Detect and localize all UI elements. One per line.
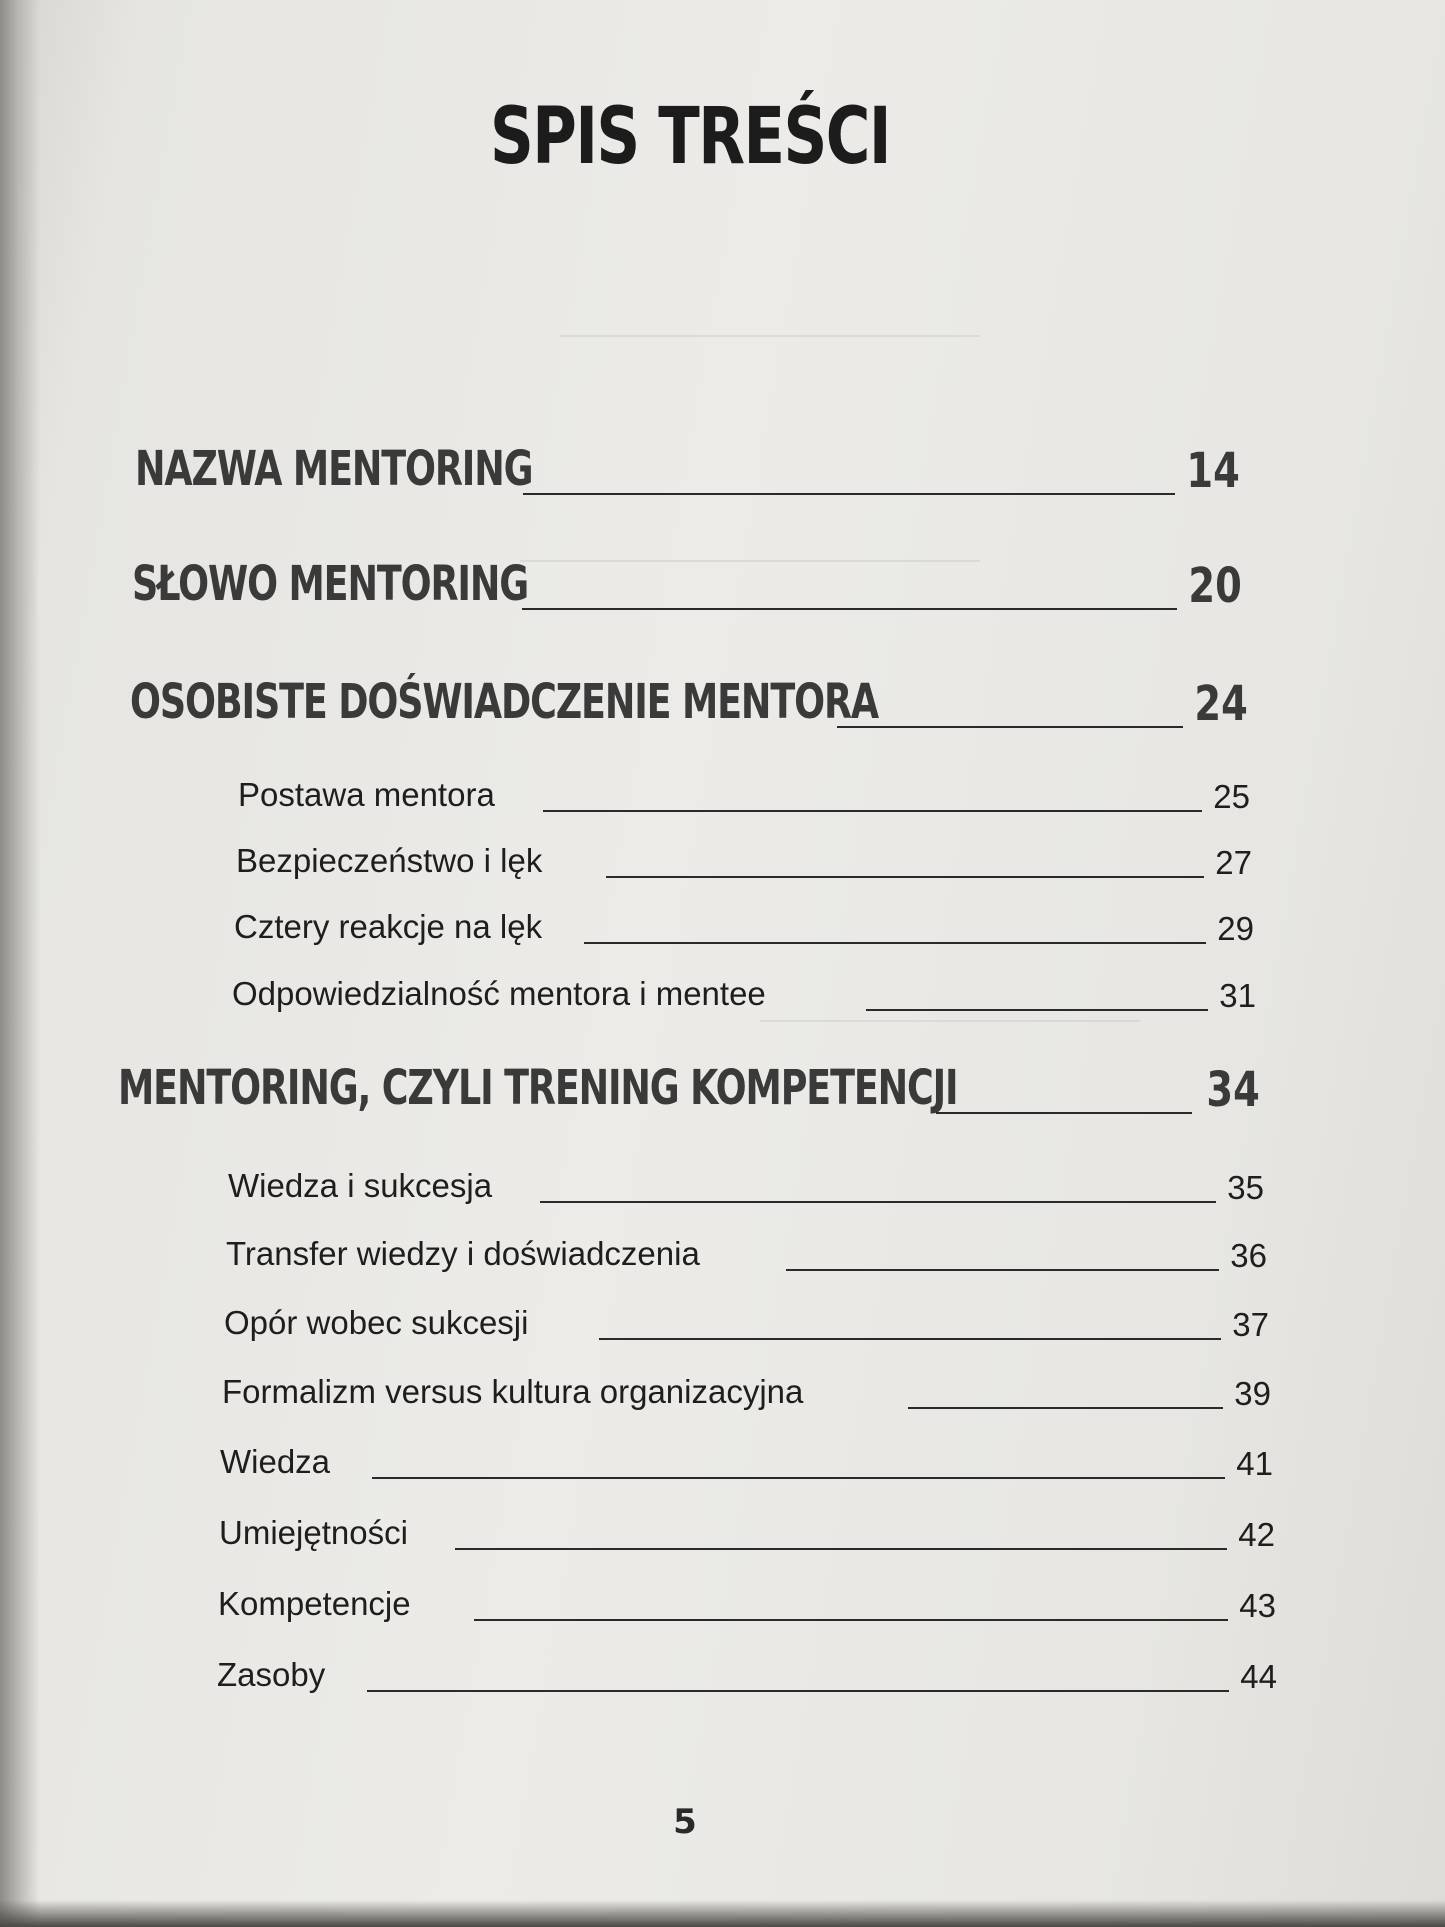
toc-entry-section[interactable] bbox=[220, 1429, 1273, 1489]
dot-leader bbox=[584, 942, 1206, 944]
toc-entry-chapter[interactable] bbox=[118, 1060, 1260, 1124]
toc-entry-section[interactable] bbox=[219, 1500, 1275, 1560]
toc-entry-section[interactable] bbox=[236, 828, 1252, 888]
toc-entry-page: 34 bbox=[1206, 1062, 1260, 1118]
toc-entry-label: Postawa mentora bbox=[238, 776, 495, 813]
toc-entry-page: 41 bbox=[1236, 1445, 1273, 1482]
dot-leader bbox=[455, 1548, 1227, 1550]
toc-entry-page: 37 bbox=[1232, 1306, 1269, 1343]
toc-entry-section[interactable] bbox=[217, 1642, 1277, 1702]
toc-entry-page: 36 bbox=[1230, 1237, 1267, 1274]
dot-leader bbox=[866, 1009, 1208, 1011]
toc-entry-label: Opór wobec sukcesji bbox=[224, 1304, 529, 1341]
dot-leader bbox=[786, 1269, 1219, 1271]
toc-entry-label: Odpowiedzialność mentora i mentee bbox=[232, 975, 766, 1012]
toc-entry-label: NAZWA MENTORING bbox=[135, 441, 533, 497]
toc-entry-label: Formalizm versus kultura organizacyjna bbox=[222, 1373, 804, 1410]
toc-entry-chapter[interactable] bbox=[130, 674, 1248, 738]
toc-title: SPIS TREŚCI bbox=[490, 92, 890, 182]
toc-entry-label: Wiedza bbox=[220, 1443, 331, 1480]
toc-entry-page: 14 bbox=[1186, 443, 1240, 499]
toc-entry-label: MENTORING, CZYLI TRENING KOMPETENCJI bbox=[118, 1060, 958, 1116]
toc-entry-page: 31 bbox=[1219, 977, 1256, 1014]
dot-leader bbox=[837, 726, 1183, 728]
dot-leader bbox=[372, 1477, 1225, 1479]
toc-entry-section[interactable] bbox=[234, 894, 1254, 954]
toc-entry-section[interactable] bbox=[238, 762, 1250, 822]
toc-entry-section[interactable] bbox=[224, 1290, 1269, 1350]
dot-leader bbox=[522, 608, 1177, 610]
toc-entry-page: 25 bbox=[1213, 778, 1250, 815]
dot-leader bbox=[543, 810, 1202, 812]
toc-entry-page: 27 bbox=[1215, 844, 1252, 881]
toc-entry-page: 39 bbox=[1234, 1375, 1271, 1412]
toc-entry-label: Transfer wiedzy i doświadczenia bbox=[226, 1235, 700, 1272]
spine-shadow bbox=[0, 0, 40, 1927]
toc-entry-section[interactable] bbox=[232, 961, 1256, 1021]
toc-entry-page: 20 bbox=[1188, 558, 1242, 614]
toc-entry-page: 24 bbox=[1194, 676, 1248, 732]
dot-leader bbox=[606, 876, 1204, 878]
dot-leader bbox=[936, 1112, 1192, 1114]
toc-entry-page: 44 bbox=[1240, 1658, 1277, 1695]
dot-leader bbox=[367, 1690, 1229, 1692]
dot-leader bbox=[523, 493, 1175, 495]
toc-entry-label: Zasoby bbox=[217, 1656, 326, 1693]
toc-entry-chapter[interactable] bbox=[132, 556, 1242, 620]
toc-entry-label: OSOBISTE DOŚWIADCZENIE MENTORA bbox=[130, 674, 878, 730]
toc-entry-label: Kompetencje bbox=[218, 1585, 411, 1622]
toc-entry-page: 43 bbox=[1239, 1587, 1276, 1624]
edge-shadow bbox=[0, 1900, 1445, 1927]
toc-entry-section[interactable] bbox=[226, 1221, 1267, 1281]
toc-entry-section[interactable] bbox=[222, 1359, 1271, 1419]
page-number: 5 bbox=[673, 1802, 697, 1842]
toc-entry-section[interactable] bbox=[218, 1571, 1276, 1631]
bleed-through-line bbox=[560, 335, 980, 337]
toc-entry-chapter[interactable] bbox=[135, 441, 1240, 505]
toc-entry-label: Cztery reakcje na lęk bbox=[234, 908, 543, 945]
dot-leader bbox=[474, 1619, 1228, 1621]
toc-entry-page: 29 bbox=[1217, 910, 1254, 947]
toc-entry-section[interactable] bbox=[228, 1153, 1264, 1213]
dot-leader bbox=[908, 1407, 1223, 1409]
toc-entry-label: Umiejętności bbox=[219, 1514, 408, 1551]
dot-leader bbox=[599, 1338, 1221, 1340]
toc-entry-page: 35 bbox=[1227, 1169, 1264, 1206]
toc-entry-label: Wiedza i sukcesja bbox=[228, 1167, 493, 1204]
toc-entry-page: 42 bbox=[1238, 1516, 1275, 1553]
toc-entry-label: Bezpieczeństwo i lęk bbox=[236, 842, 543, 879]
toc-entry-label: SŁOWO MENTORING bbox=[132, 556, 529, 612]
dot-leader bbox=[540, 1201, 1216, 1203]
